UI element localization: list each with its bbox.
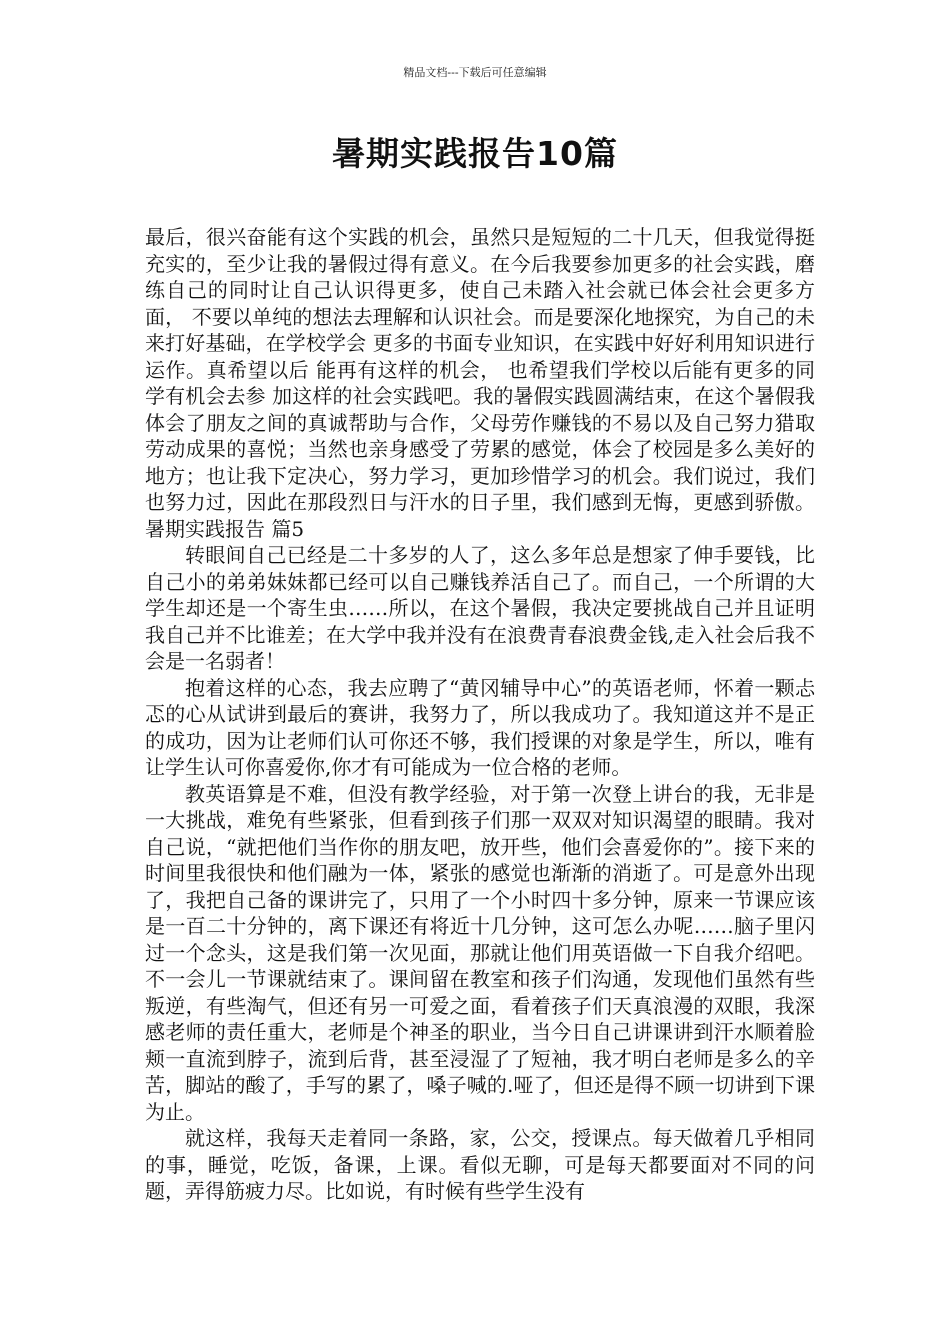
header-note: 精品文档---下载后可任意编辑 bbox=[403, 66, 547, 79]
paragraph-1: 最后，很兴奋能有这个实践的机会，虽然只是短短的二十几天，但我觉得挺充实的，至少让我的暑假过得有意义。在今后我要参加更多的社会实践，磨练自己的同时让自己认识得更多，使自己未踏入社会就已体会社会更多方面， 不要以单纯的想法去理解和认识社会。而是要深化地探究，为自己的未来打好基础，在学校学会 更多的书面专业知识，在实践中好好利用知识进行运作。真希望以后 能再有这样的机会， 也希望我们学校以后能有更多的同学有机会去参 加这样的社会实践吧。我的暑假实践圆满结束，在这个暑假我体会了朋友之间的真诚帮助与合作，父母劳作赚钱的不易以及自己努力猎取 劳动成果的喜悦；当然也亲身感受了劳累的感觉，体会了校园是多么美好的地方；也让我下定决心，努力学习，更加珍惜学习的机会。我们说过，我们也努力过，因此在那段烈日与汗水的日子里，我们感到无悔，更感到骄傲。暑期实践报告 篇5 bbox=[145, 225, 815, 541]
paragraph-3: 抱着这样的心态，我去应聘了“黄冈辅导中心”的英语老师，怀着一颗忐忑的心从试讲到最后的赛讲，我努力了，所以我成功了。我知道这并不是正的成功，因为让老师们认可你还不够，我们授课的对象是学生，所以，唯有让学生认可你喜爱你,你才有可能成为一位合格的老师。 bbox=[145, 675, 815, 779]
document-body bbox=[145, 224, 815, 1205]
paragraph-4: 教英语算是不难，但没有教学经验，对于第一次登上讲台的我，无非是一大挑战，难免有些紧张，但看到孩子们那一双双对知识渴望的眼睛。我对自己说，“就把他们当作你的朋友吧，放开些，他们会喜爱你的”。接下来的时间里我很快和他们融为一体，紧张的感觉也渐渐的消逝了。可是意外出现了，我把自己备的课讲完了，只用了一个小时四十多分钟，原来一节课应该是一百二十分钟的，离下课还有将近十几分钟，这可怎么办呢……脑子里闪过一个念头，这是我们第一次见面，那就让他们用英语做一下自我介绍吧。不一会儿一节课就结束了。课间留在教室和孩子们沟通，发现他们虽然有些叛逆，有些淘气，但还有另一可爱之面，看着孩子们天真浪漫的双眼，我深感老师的责任重大，老师是个神圣的职业，当今日自己讲课讲到汗水顺着脸颊一直流到脖子，流到后背，甚至浸湿了了短袖，我才明白老师是多么的辛苦，脚站的酸了，手写的累了，嗓子喊的.哑了，但还是得不顾一切讲到下课为止。 bbox=[145, 781, 815, 1124]
paragraph-5: 就这样，我每天走着同一条路，家，公交，授课点。每天做着几乎相同的事，睡觉，吃饭，备课，上课。看似无聊，可是每天都要面对不同的问题，弄得筋疲力尽。比如说，有时候有些学生没有 bbox=[145, 1126, 815, 1203]
paragraph-2: 转眼间自己已经是二十多岁的人了，这么多年总是想家了伸手要钱，比自己小的弟弟妹妹都已经可以自己赚钱养活自己了。而自己，一个所谓的大学生却还是一个寄生虫……所以，在这个暑假，我决定要挑战自己并且证明我自己并不比谁差；在大学中我并没有在浪费青春浪费金钱,走入社会后我不会是一名弱者！ bbox=[145, 543, 815, 673]
document-title: 暑期实践报告10篇 bbox=[332, 134, 618, 173]
